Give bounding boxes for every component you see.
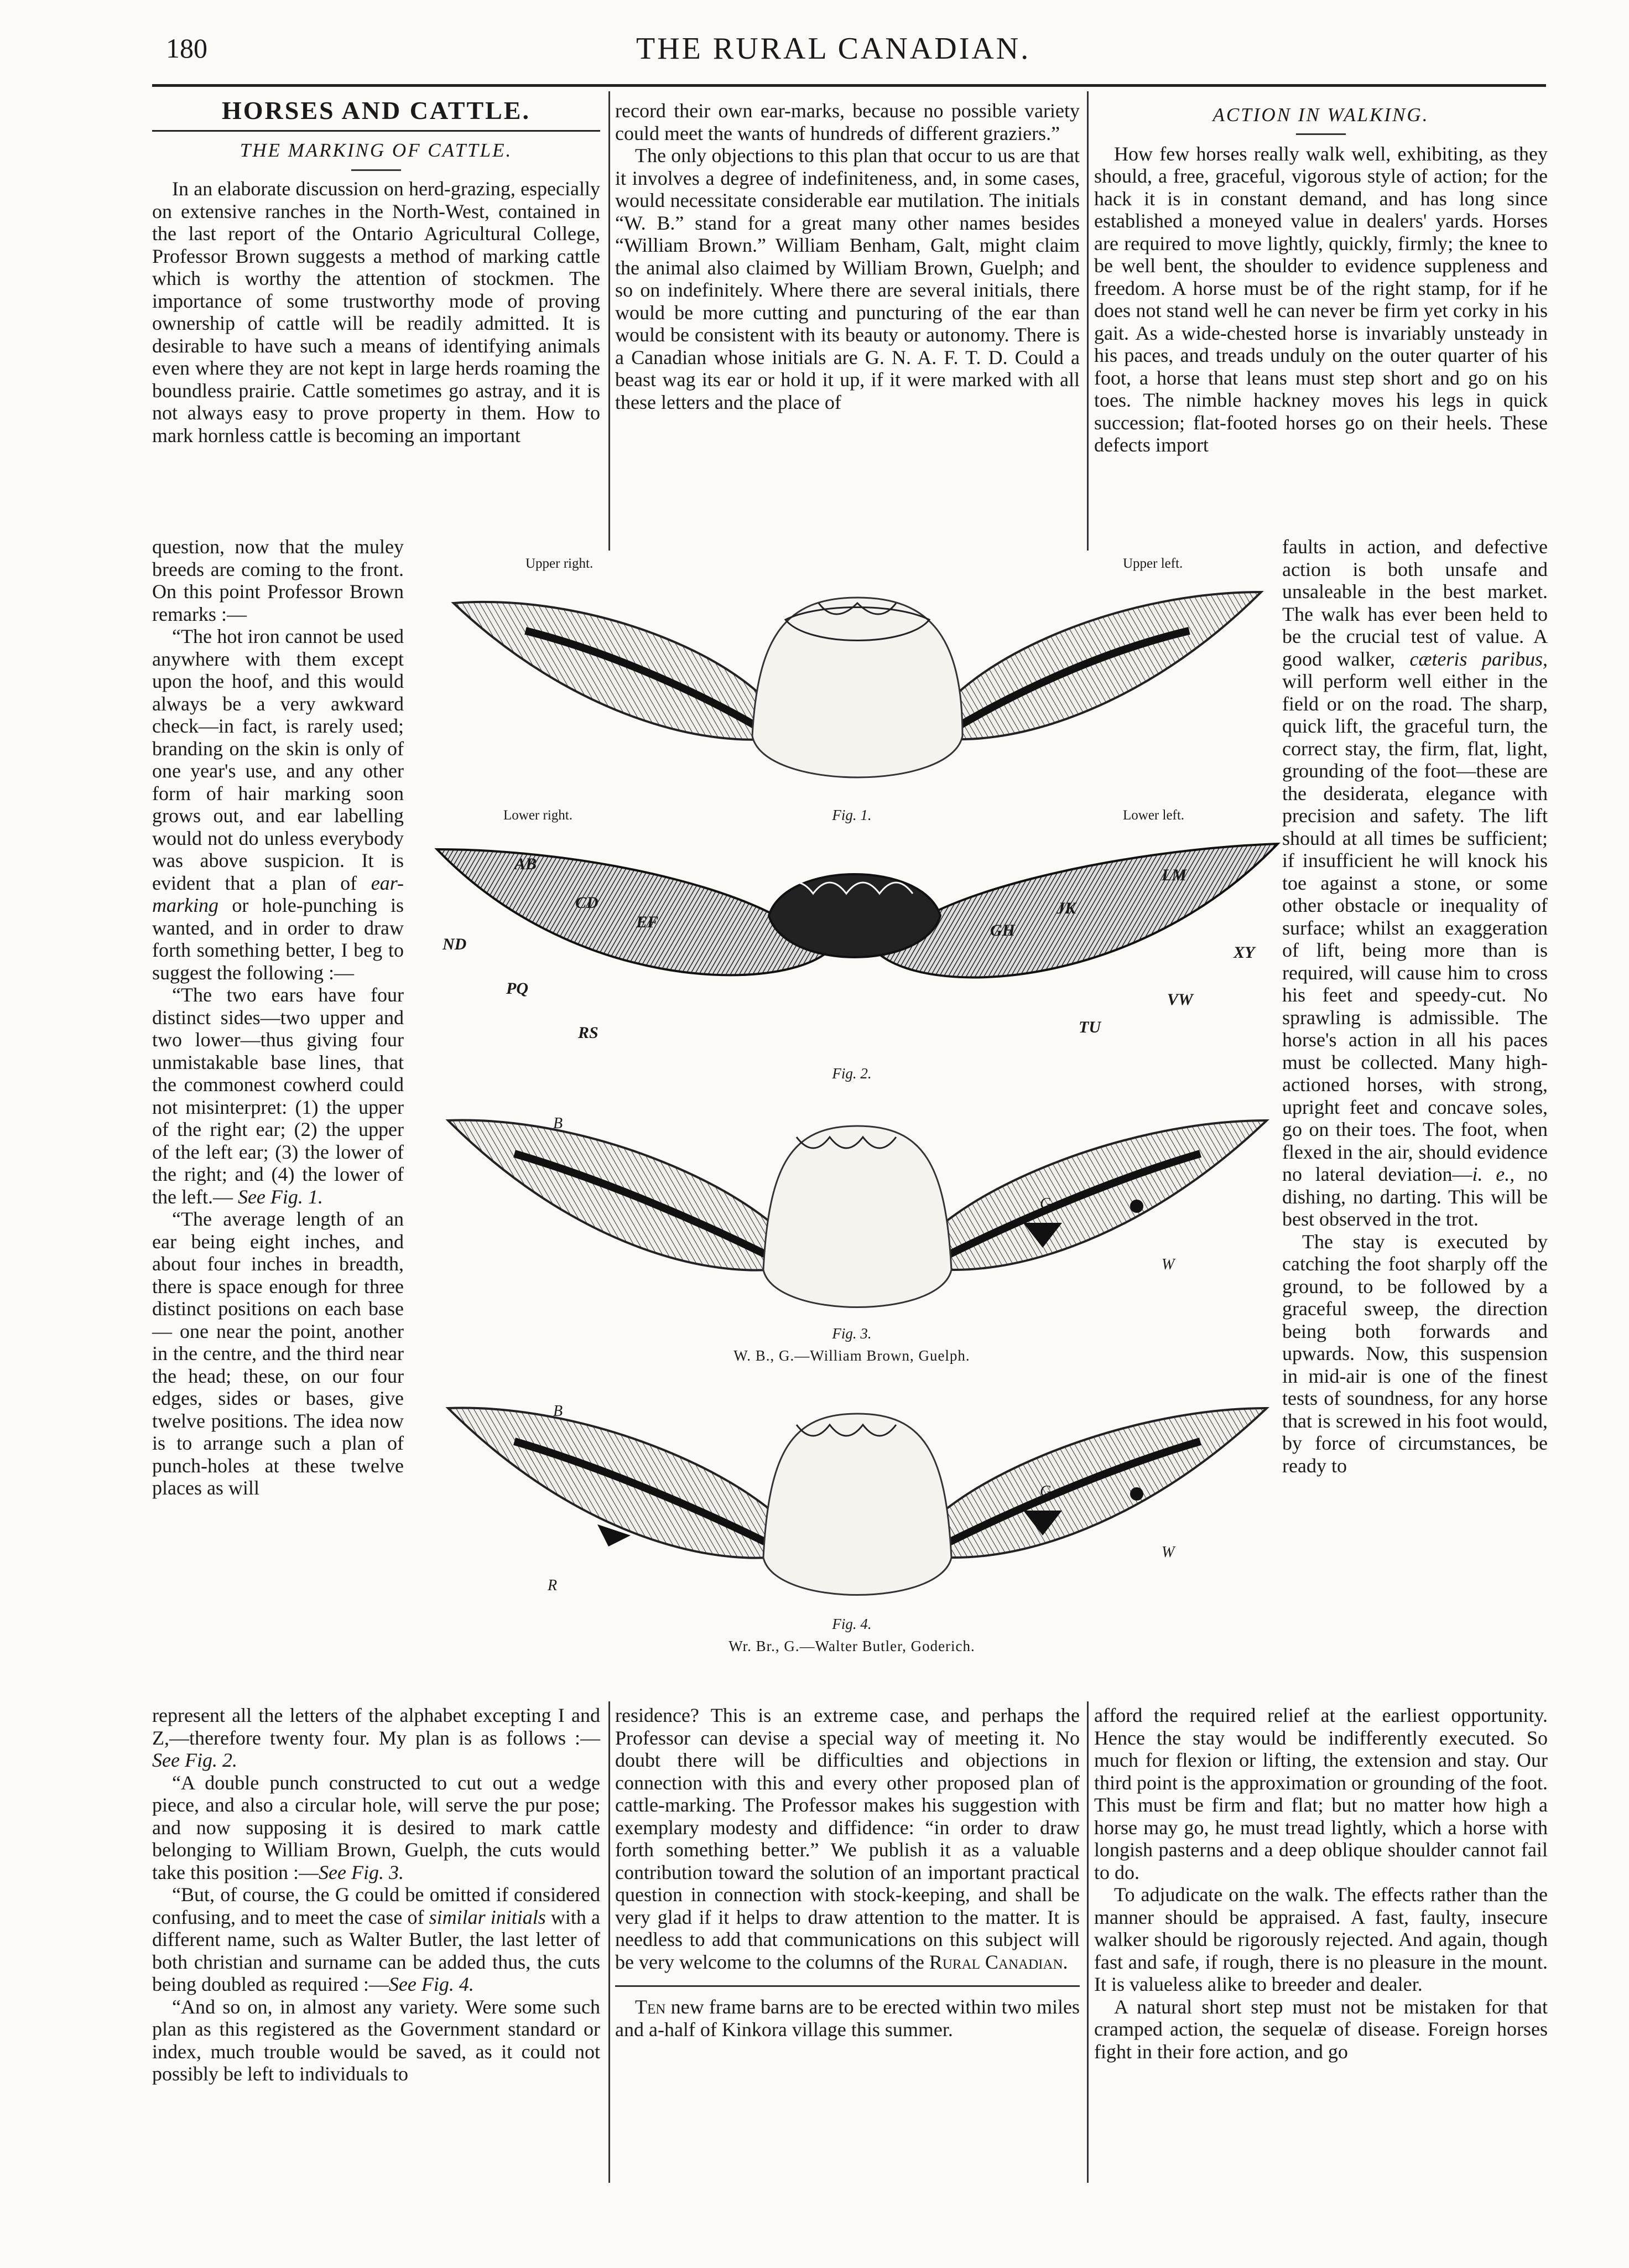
fig1-label-upper-left: Upper left.	[1123, 556, 1183, 571]
fig3-caption: Fig. 3.	[832, 1325, 872, 1342]
column-rule-left-bottom	[608, 1701, 610, 2183]
fig4-mark-w: W	[1162, 1544, 1175, 1561]
fig4-byline: Wr. Br., G.—Walter Butler, Goderich.	[728, 1638, 975, 1654]
right-column-bottom	[1094, 1704, 1548, 2063]
figure-1	[431, 570, 1283, 808]
left-column-narrow	[152, 536, 404, 1499]
paragraph: “The two ears have four distinct sides—two upper and two lower—thus giving four unmistakable base lines, that the commonest cowherd could not misinterpret: (1) the upper of the right ear; (2) the upper of the left ear; (3) the lower of the right; and (4) the lower of the left.— See Fig. 1.	[152, 984, 404, 1208]
paragraph: A natural short step must not be mistaken for that cramped action, the sequelæ of disease. Foreign horses fight in their fore action, and go	[1094, 1995, 1548, 2063]
fig3-mark-w: W	[1162, 1256, 1175, 1273]
figure-3	[431, 1104, 1283, 1325]
paragraph: How few horses really walk well, exhibiting, as they should, a free, graceful, vigorous style of action; for the hack it is in constant demand, and has long since established a moneyed value in dealers' yards. Horses are required to move lightly, quickly, firmly; the knee to be well bent, the shoulder to evidence suppleness and freedom. A horse must be of the right stamp, for if he does not stand well he can never be firm yet corky in his gait. As a wide-chested horse is invariably unsteady in his paces, and treads unduly on the outer quarter of his foot, a horse that leans must step short and go on his toes. The nimble hackney moves his legs in quick succession; flat-footed horses go on their heels. These defects import	[1094, 142, 1548, 456]
fig1-label-upper-right: Upper right.	[525, 556, 594, 571]
article-title-action: ACTION IN WALKING.	[1212, 104, 1429, 126]
column-rule-right-bottom	[1087, 1701, 1089, 2183]
fig2-letter-pq: PQ	[506, 979, 528, 998]
fig2-letter-tu: TU	[1079, 1018, 1101, 1036]
fig2-letter-jk: JK	[1056, 899, 1076, 917]
paragraph: “The hot iron cannot be used anywhere with them except upon the hoof, and this would always be a very awkward check—in fact, is rarely used; branding on the skin is only of one year's use, and any other form of hair marking soon grows out, and ear labelling would not do unless everybody was above suspicion. It is evident that a plan of ear-marking or hole-punching is wanted, and in order to draw forth something better, I beg to suggest the following :—	[152, 625, 404, 984]
fig3-byline: W. B., G.—William Brown, Guelph.	[733, 1347, 970, 1364]
fig1-label-lower-right: Lower right.	[503, 808, 573, 823]
paragraph: “But, of course, the G could be omitted if considered confusing, and to meet the case of similar initials with a different name, such as Walter Butler, the last letter of both christian and surname can be added thus, the cuts being doubled as required :—See Fig. 4.	[152, 1883, 601, 1995]
fig2-letter-rs: RS	[578, 1024, 598, 1042]
paragraph: faults in action, and defective action is both unsafe and unsaleable in the best market. The walk has ever been held to be the crucial test of value. A good walker, cæteris paribus, will perform well either in the field or on the road. The sharp, quick lift, the graceful turn, the correct stay, the firm, flat, light, grounding of the foot—these are the desiderata, elegance with precision and safety. The lift should at all times be sufficient; if insufficient he will knock his toe against a stone, or some other obstacle or inequality of surface; whilst an exaggeration of lift, being more than is required, will cause him to cross his feet and speedy-cut. No sprawling is admissible. The horse's action in all his paces must be collected. Many high-actioned horses, with strong, upright feet and concave soles, go on their toes. The foot, when flexed in the air, should evidence no lateral deviation—i. e., no dishing, no darting. This will be best observed in the trot.	[1282, 536, 1548, 1230]
paragraph: afford the required relief at the earliest opportunity. Hence the stay would be indifferently executed. So much for flexion or lifting, the extension and stay. Our third point is the approximation or grounding of the foot. This must be firm and flat; but no matter how high a horse may go, he must tread lightly, which a horse with longish pasterns and a deep oblique shoulder cannot fail to do.	[1094, 1704, 1548, 1883]
header-rule	[152, 84, 1546, 87]
paragraph: “The average length of an ear being eight inches, and about four inches in breadth, there is space enough for three distinct positions on each base — one near the point, another in the centre, and the third near the head; these, on our four edges, sides or bases, give twelve positions. The idea now is to arrange such a plan of punch-holes at these twelve places as will	[152, 1208, 404, 1499]
journal-title: THE RURAL CANADIAN.	[636, 32, 1031, 66]
right-column-top	[1094, 100, 1548, 456]
fig3-mark-g: G	[1040, 1195, 1052, 1212]
column-rule-right-top	[1087, 91, 1089, 551]
fig2-letter-cd: CD	[575, 894, 598, 912]
fig2-letter-xy: XY	[1234, 943, 1255, 962]
fig2-letter-nd: ND	[443, 935, 467, 953]
paragraph: “A double punch constructed to cut out a wedge piece, and also a circular hole, will serve the pur pose; and now supposing it is desired to mark cattle belonging to William Brown, Guelph, the cuts would take this position :—See Fig. 3.	[152, 1771, 600, 1883]
paragraph: The stay is executed by catching the foot sharply off the ground, to be followed by a graceful sweep, the direction being both forwards and upwards. Now, this suspension in mid-air is one of the finest tests of soundness, for any horse that is screwed in his foot would, by force of circumstances, be ready to	[1282, 1230, 1548, 1477]
fig2-letter-ab: AB	[514, 855, 537, 873]
page-number: 180	[166, 33, 207, 64]
figure-2	[426, 827, 1289, 1060]
paragraph: Ten new frame barns are to be erected within two miles and a-half of Kinkora village this summer.	[615, 1996, 1080, 2041]
fig2-letter-vw: VW	[1167, 990, 1193, 1009]
paragraph: residence? This is an extreme case, and perhaps the Professor can devise a special way of meeting it. No doubt there will be difficulties and objections in connection with this and every other proposed plan of cattle-marking. The Professor makes his suggestion with exemplary modesty and diffidence: “in order to draw forth something better.” We publish it as a valuable contribution toward the solution of an important practical question in connection with stock-keeping, and shall be very glad if it helps to draw attention to the matter. It is needless to add that communications on this subject will be very welcome to the columns of the Rural Canadian.	[615, 1704, 1080, 1973]
fig1-label-lower-left: Lower left.	[1123, 808, 1185, 823]
section-heading: HORSES AND CATTLE.	[221, 96, 530, 124]
fig2-letter-gh: GH	[990, 921, 1015, 940]
fig3-mark-b: B	[553, 1115, 563, 1132]
fig4-mark-g: G	[1040, 1483, 1052, 1500]
paragraph: question, now that the muley breeds are coming to the front. On this point Professor Brown remarks :—	[152, 536, 404, 625]
fig4-mark-b: B	[553, 1403, 563, 1420]
column-rule-left-top	[608, 91, 610, 551]
paragraph: represent all the letters of the alphabet excepting I and Z,—therefore twenty four. My plan is as follows :— See Fig. 2.	[152, 1704, 600, 1771]
fig2-letter-ef: EF	[636, 913, 659, 931]
right-column-narrow	[1282, 536, 1548, 1477]
left-column-top	[152, 96, 600, 447]
paragraph: “And so on, in almost any variety. Were some such plan as this registered as the Government standard or index, much trouble would be saved, as it could not possibly be left to individuals to	[152, 1995, 600, 2085]
article-title-marking: THE MARKING OF CATTLE.	[240, 139, 513, 161]
paragraph: record their own ear-marks, because no possible variety could meet the wants of hundreds of different graziers.”	[615, 100, 1080, 144]
middle-column-top	[615, 100, 1080, 413]
middle-column-bottom	[615, 1704, 1080, 2041]
fig2-letter-lm: LM	[1162, 866, 1186, 884]
left-column-bottom	[152, 1704, 600, 2085]
fig1-caption: Fig. 1.	[832, 807, 872, 823]
fig4-mark-r: R	[548, 1577, 558, 1594]
paragraph: To adjudicate on the walk. The effects rather than the manner should be appraised. A fast, faulty, insecure walker should be rigorously rejected. And again, though fast and safe, if rough, there is no pleasure in the mount. It is valueless alike to breeder and dealer.	[1094, 1883, 1548, 1995]
fig2-caption: Fig. 2.	[832, 1065, 872, 1082]
paragraph: In an elaborate discussion on herd-grazing, especially on extensive ranches in the North-West, contained in the last report of the Ontario Agricultural College, Professor Brown suggests a method of marking cattle which is worthy the attention of stockmen. The importance of some trustworthy mode of proving ownership of cattle will be readily admitted. It is desirable to have such a means of identifying animals even where they are not kept in large herds roaming the boundless prairie. Cattle sometimes go astray, and it is not always easy to prove property in them. How to mark hornless cattle is becoming an important	[152, 178, 600, 447]
fig4-caption: Fig. 4.	[832, 1616, 872, 1632]
paragraph: The only objections to this plan that occur to us are that it involves a degree of indefiniteness, and, in some cases, would necessitate considerable ear mutilation. The initials “W. B.” stand for a great many other names besides “William Brown.” William Benham, Galt, might claim the animal also claimed by William Brown, Guelph; and so on indefinitely. Where there are several initials, there would be more cutting and puncturing of the ear than would be consistent with its beauty or autonomy. There is a Canadian whose initials are G. N. A. F. T. D. Could a beast wag its ear or hold it up, if it were marked with all these letters and the place of	[615, 144, 1080, 413]
